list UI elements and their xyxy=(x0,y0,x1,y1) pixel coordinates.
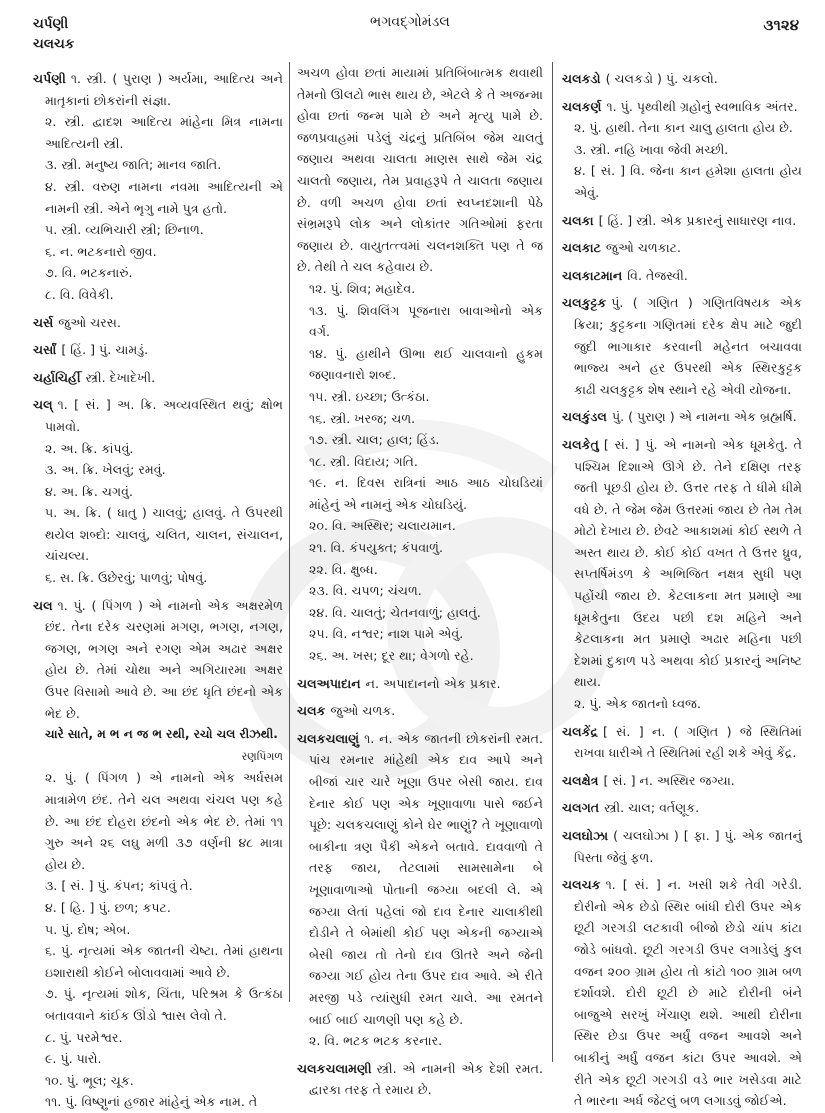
definition-text: પું. ( પુરાણ ) એ નામના એક બ્રહ્મર્ષિ. xyxy=(611,409,797,425)
definition-text: ૧. પું. પૃથ્વીથી ગ્રહોનું સ્વભાવિક અંતર. xyxy=(606,98,798,114)
entry-sense xyxy=(33,284,283,306)
entry-sense xyxy=(297,623,543,645)
dictionary-entry xyxy=(562,265,802,287)
entry-sense xyxy=(562,160,802,203)
entry-sense xyxy=(33,241,283,263)
entry-sense xyxy=(33,919,283,941)
entry-sense xyxy=(33,1091,283,1113)
dictionary-entry xyxy=(562,434,802,693)
entry-sense xyxy=(562,139,802,161)
definition-text: ૧. પું. ( પિંગળ ) એ નામનો એક અક્ષરમેળ છંદ. તેના દરેક ચરણમાં મગણ, ભગણ, નગણ, જગણ, ભગણ અને રગણ એમ અઢાર અક્ષર હોય છે. તેમાં ચોથા અને અગિયારમા અક્ષર ઉપર વિસામો આવે છે. આ છંદ ધૃતિ છંદનો એક ભેદ છે. xyxy=(45,597,283,721)
entry-sense xyxy=(297,645,543,667)
dictionary-entry xyxy=(297,728,543,1030)
definition-text: [ હિં. ] પું. ચામડું. xyxy=(61,342,149,358)
headword: ચલકચલામણી xyxy=(297,1060,372,1076)
definition-text: ૧૪. પું. હાથીને ઊભા થઈ ચાલવાનો હુકમ જણાવનારો શબ્દ. xyxy=(309,345,543,383)
dictionary-entry xyxy=(562,237,802,259)
headword: ચલઘોઝા xyxy=(562,828,609,843)
definition-text: ન. અપાદાનનો એક પ્રકાર. xyxy=(365,675,501,691)
guide-word-last: ચલચક xyxy=(33,36,75,52)
definition-text: ૧૮. સ્ત્રી. વિદાય; ગતિ. xyxy=(309,453,418,469)
dictionary-entry xyxy=(562,96,802,118)
dictionary-column-2 xyxy=(297,62,543,1101)
entry-sense xyxy=(297,343,543,386)
definition-text: ૧૧. પું. વિષ્ણુનાં હજાર માંહેનું એક નામ. તે xyxy=(45,1094,258,1110)
definition-text: ૫. અ. ક્રિ. ( ધાતુ ) ચાલવું; હાલવું. તે ઉપરથી થયેલ શબ્દો: ચાલવું, ચલિત, ચાલન, સંચાલન, ચાંચલ્ય. xyxy=(45,505,283,564)
dictionary-entry xyxy=(562,770,802,792)
dictionary-entry xyxy=(562,210,802,232)
headword: ચલ xyxy=(33,597,53,613)
definition-text: ૧૦. પું. ભૂલ; ચૂક. xyxy=(45,1072,134,1088)
definition-text: ૧. [ સં. ] અ. ક્રિ. અવ્યવસ્થિત થવું; ક્ષોભ પામવો. xyxy=(45,397,283,434)
headword: ચલચક xyxy=(562,877,601,893)
dictionary-entry xyxy=(562,874,802,1112)
entry-sense xyxy=(33,459,283,481)
definition-text: [ સં. ] ન. અસ્થિર જગ્યા. xyxy=(603,772,735,788)
headword: ચલકુટ્ટક xyxy=(562,295,607,311)
entry-sense xyxy=(297,580,543,602)
column-divider xyxy=(552,62,553,1062)
dictionary-entry xyxy=(33,68,283,111)
headword: ચર્હાચિર્હી xyxy=(33,369,81,385)
entry-sense xyxy=(33,1070,283,1092)
headword: ચલકુંડલ xyxy=(562,409,607,425)
definition-text: [ સં. ] પું. એ નામનો એક ધૂમકેતુ. તે પશ્ચિમ દિશાએ ઊગે છે. તેને દક્ષિણ તરફ જતી પૂછડી હોય છે. ઉત્તર તરફ તે ધીમે ધીમે વધે છે. તે જેમ જેમ ઉત્તરમાં જાય છે તેમ તેમ મોટો દેખાય છે. છેવટે આકાશમાં કોઈ સ્થળે તે અસ્ત થાય છે. કોઈ કોઈ વખત તે ઉત્તર ધ્રુવ, સપ્તર્ષિમંડળ કે અભિજિત નક્ષત્ર સુધી પણ પહોંચી જાય છે. કેટલાકના મત પ્રમાણે આ ધૂમકેતુના ઉદય પછી દશ મહિને અને કેટલાકના મત પ્રમાણે અઢાર મહિના પછી દેશમાં દુકાળ પડે અથવા કોઈ પ્રકારનું અનિષ્ટ થાય. xyxy=(574,436,802,690)
definition-text: ૯. પું. પારો. xyxy=(45,1051,102,1067)
entry-sense xyxy=(297,472,543,515)
entry-sense xyxy=(33,176,283,219)
headword: ચલઅપાદાન xyxy=(297,675,361,691)
dictionary-entry xyxy=(297,1058,543,1101)
definition-text: રણપિંગળ xyxy=(241,749,283,763)
headword: ચલગત xyxy=(562,800,600,816)
dictionary-entry xyxy=(33,312,283,334)
definition-text: ૪. [ સં. ] વિ. જેના કાન હમેશા હાલતા હોય એવું. xyxy=(574,163,802,200)
definition-text: ( ચલકડો ) પું. ચકલો. xyxy=(605,71,718,86)
entry-sense xyxy=(297,1030,543,1052)
entry-sense xyxy=(33,983,283,1026)
entry-sense xyxy=(33,502,283,567)
entry-sense xyxy=(33,438,283,460)
headword: ચલકચલાણું xyxy=(297,730,360,746)
page-title: ભગવદ્ગોમંડલ xyxy=(370,14,450,30)
dictionary-entry xyxy=(562,825,802,868)
entry-sense xyxy=(33,154,283,176)
dictionary-entry xyxy=(33,367,283,389)
dictionary-column-3 xyxy=(562,62,802,1112)
guide-word-first: ચર્પણી xyxy=(33,16,69,32)
dictionary-column-1 xyxy=(33,62,283,1113)
definition-text: ૬. પું. નૃત્યમાં એક જાતની ચેષ્ટા. તેમાં હાથના ઇશારાથી કોઈને બોલાવવામાં આવે છે. xyxy=(45,943,283,980)
definition-text: જુઓ ચળક. xyxy=(330,703,396,719)
definition-text: પું. ( ગણિત ) ગણિતવિષયક એક ક્રિયા; કુટ્ટકના ગણિતમાં દરેક ક્ષેપ માટે જુદી જુદી ભાગાકાર કરવાની મહેનત બચાવવા ભાજ્ય અને હર ઉપરથી એક સ્થિરકુટ્ટક કાઢી ચલકુટ્ટક શેષ સ્થાને રહે એવી યોજના. xyxy=(574,295,802,397)
headword: ચલકેંદ્ર xyxy=(562,723,598,739)
dictionary-entry xyxy=(562,292,802,400)
definition-text: ૧૨. પું. શિવ; મહાદેવ. xyxy=(309,280,416,296)
entry-sense xyxy=(33,875,283,897)
entry-sense xyxy=(562,117,802,139)
entry-sense xyxy=(297,559,543,581)
definition-text: સ્ત્રી. દેખાદેખી. xyxy=(85,369,156,385)
quote-source xyxy=(33,746,283,768)
entry-sense xyxy=(297,386,543,408)
definition-text: ૧૩. પું. શિવલિંગ પૂજનારા બાવાઓનો એક વર્ગ. xyxy=(309,302,543,340)
definition-text: ૬. ન. ભટકનારો જીવ. xyxy=(45,243,157,259)
definition-text: ૫. સ્ત્રી. વ્યભિચારી સ્ત્રી; છિનાળ. xyxy=(45,222,204,238)
definition-text: ૨૩. વિ. ચપળ; ચંચળ. xyxy=(309,583,422,599)
dictionary-entry xyxy=(297,700,543,722)
dictionary-entry xyxy=(562,797,802,819)
page-number: ૩૧૨૪ xyxy=(763,16,799,34)
definition-text: ૮. પું. પરમેશ્વર. xyxy=(45,1029,123,1045)
definition-text: ૨. પું. હાથી. તેના કાન ચાલુ હાલતા હોય છે. xyxy=(574,120,793,136)
verse-quote xyxy=(33,724,283,746)
entry-sense xyxy=(33,481,283,503)
headword: ચલક્ષેત્ર xyxy=(562,772,599,788)
dictionary-entry xyxy=(33,595,283,725)
definition-text: ૨૪. વિ. ચાલતું; ચેતનવાળું; હાલતું. xyxy=(309,604,481,620)
entry-sense xyxy=(33,219,283,241)
entry-sense xyxy=(33,1027,283,1049)
definition-text: ૨. સ્ત્રી. દ્વાદશ આદિત્ય માંહેના મિત્ર નામના આદિત્યની સ્ત્રી. xyxy=(45,114,283,151)
definition-text: ૧. સ્ત્રી. ( પુરાણ ) અર્યમા, આદિત્ય અને માતૃકાનાં છોકરાંની સંજ્ઞા. xyxy=(45,71,283,108)
headword: ચલકાટ xyxy=(562,240,601,256)
entry-sense xyxy=(33,897,283,919)
definition-text: ૨૬. અ. ખસ; દૂર થા; વેગળો રહે. xyxy=(309,648,474,664)
headword: ચર્સાં xyxy=(33,342,57,358)
definition-text: ૩. સ્ત્રી. નહિ ખાવા જેવી મચ્છી. xyxy=(574,141,729,157)
definition-text: ૩. અ. ક્રિ. ખેલવું; રમવું. xyxy=(45,462,166,478)
entry-sense xyxy=(297,451,543,473)
definition-text: ૨૫. વિ. નશ્વર; નાશ પામે એવું. xyxy=(309,626,464,642)
entry-sense xyxy=(33,262,283,284)
headword: ચલકડો xyxy=(562,71,601,86)
definition-text: વિ. તેજસ્વી. xyxy=(627,267,688,283)
headword: ચલકર્ણ xyxy=(562,98,602,114)
definition-text: ૪. સ્ત્રી. વરુણ નામના નવમા આદિત્યની એ નામની સ્ત્રી. એને ભૃગુ નામે પુત્ર હતો. xyxy=(45,178,283,216)
headword: ચલક xyxy=(297,703,326,719)
headword: ચર્સ xyxy=(33,314,54,330)
definition-text: ૨. પું. ( પિંગળ ) એ નામનો એક અર્ધસમ માત્રામેળ છંદ. તેને ચલ અથવા ચંચલ પણ કહે છે. આ છંદ દોહરા છંદનો એક ભેદ છે. તેમાં ૧૧ ગુરુ અને ૨૬ લઘુ મળી ૩૭ વર્ણની ૪૮ માત્રા હોય છે. xyxy=(45,770,283,872)
definition-text: ૨૨. વિ. ક્ષુબ્ધ. xyxy=(309,561,378,577)
definition-text: ૫. પું. દોષ; એબ. xyxy=(45,921,131,937)
definition-text: ૨. અ. ક્રિ. કાંપવું. xyxy=(45,440,134,456)
definition-text: ૬. સ. ક્રિ. ઉછેરવું; પાળવું; પોષવું. xyxy=(45,570,208,586)
definition-text: ૧૭. સ્ત્રી. ચાલ; હાલ; હિંડ. xyxy=(309,432,440,448)
definition-text: સ્ત્રી. ચાલ; વર્તણૂક. xyxy=(604,800,700,816)
entry-sense xyxy=(33,940,283,983)
definition-text: ૨. પું. એક જાતનો ધ્વજ. xyxy=(574,696,701,712)
definition-text: ૧. [ સં. ] ન. ખસી શકે તેવી ગરેડી. દોરીનો એક છેડો સ્થિર બાંધી દોરી ઉપર એક છૂટી ગરગડી લટકાવી બીજો છેડો ચાંપ કાંટા જોડે બાંધવો. છૂટી ગરગડી ઉપર લગાડેલું કુલ વજન ૨૦૦ ગ્રામ હોય તો કાંટો ૧૦૦ ગ્રામ બળ દર્શાવશે. દોરી છૂટી છે માટે દોરીની બંને બાજુએ સરખું ખેંચાણ થશે. આથી દોરીના સ્થિર છેડા ઉપર અર્ધું વજન આવશે અને બાકીનું અર્ધું વજન કાંટા ઉપર આવશે. એ રીતે એક છૂટી ગરગડી વડે ભાર ખસેડવા માટે તે ભારના અર્ધ જેટલું બળ લગાડવું જોઈએ. xyxy=(574,877,802,1109)
definition-text: ૧. ન. એક જાતની છોકરાંની રમત. પાંચ રમનાર માંહેથી એક દાવ આપે અને બીજાં ચાર ચારે ખૂણા ઉપર બેસી જાય. દાવ દેનાર કોઈ પણ એક ખૂણાવાળા પાસે જઈને પૂછે: ચલકચલાણું કોને ઘેર ભાણું? તે ખૂણાવાળો બાકીના ત્રણ પૈકી એકને બતાવે. દાવવાળો તે તરફ જાય, તેટલામાં સામસામેના બે ખૂણાવાળાઓ પોતાની જગ્યા બદલી લે. એ જગ્યા લેતાં પહેલાં જો દાવ દેનાર ચાલાકીથી દોડીને તે બેમાંથી કોઈ પણ એકની જગ્યાએ બેસી જાય તો તેનો દાવ ઊતરે અને જેની જગ્યા ગઈ હોય તેના ઉપર દાવ આવે. એ રીતે મરજી પડે ત્યાંસુધી રમત ચાલે. આ રમતને બાઈ બાઈ ચાળણી પણ કહે છે. xyxy=(309,730,543,1027)
definition-text: ૨. વિ. ભટક ભટક કરનાર. xyxy=(309,1033,443,1049)
definition-text: ૧૯. ન. દિવસ રાત્રિનાં આઠ આઠ ચોઘડિયાં માંહેનું એ નામનું એક ચોઘડિયું. xyxy=(309,475,543,512)
definition-text: ૨૦. વિ. અસ્થિર; ચલાયમાન. xyxy=(309,518,456,534)
entry-sense xyxy=(33,567,283,589)
column-divider xyxy=(289,62,290,1002)
dictionary-entry xyxy=(562,721,802,764)
headword: ચલકાટમાન xyxy=(562,267,623,283)
headword: ચલકેતુ xyxy=(562,436,599,452)
entry-sense xyxy=(297,515,543,537)
dictionary-entry xyxy=(562,68,802,90)
entry-sense xyxy=(297,408,543,430)
entry-sense xyxy=(297,278,543,300)
definition-text: અચળ હોવા છતાં માયામાં પ્રતિબિંબાત્મક થવાથી તેમનો ઊલટો ભાસ થાય છે, એટલે કે તે અજન્મા હોવા છતાં જન્મ પામે છે અને મૃત્યુ પામે છે. જળપ્રવાહમાં પડેલું ચંદ્રનું પ્રતિબિંબ જેમ ચાલતું જણાય અથવા ચાલતા માણસ સાથે જેમ ચંદ્ર ચાલતો જણાય, તેમ પ્રવાહરૂપે તે ચાલતા જણાય છે. વળી અચળ હોવા છતાં સ્વપ્નદશાની પેઠે સંભ્રમરૂપે લોક અને લોકાંતર ગતિઓમાં ફરતા જણાય છે. વાયુતત્ત્વમાં ચલનશક્તિ પણ તે જ છે. તેથી તે ચલ કહેવાય છે. xyxy=(297,65,543,275)
definition-text: ૭. વિ. ભટકનારું. xyxy=(45,265,133,281)
definition-text: ૩. [ સં. ] પું. કંપન; કાંપવું તે. xyxy=(45,878,193,894)
dictionary-entry xyxy=(562,406,802,428)
definition-text: ૩. સ્ત્રી. મનુષ્ય જાતિ; માનવ જાતિ. xyxy=(45,157,222,173)
guide-words xyxy=(33,14,74,54)
definition-text: ૧૫. સ્ત્રી. ઇચ્છા; ઉત્કંઠા. xyxy=(309,388,430,404)
dictionary-entry xyxy=(33,394,283,437)
definition-text: ૭. પું. નૃત્યમાં શોક, ચિંતા, પરિશ્રમ કે ઉત્કંઠા બતાવવાને કાંઈક ઊંડો શ્વાસ લેવો તે. xyxy=(45,986,283,1023)
definition-text: ૨૧. વિ. કંપયુક્ત; કંપવાળું. xyxy=(309,540,443,556)
headword: ચલ્ xyxy=(33,397,53,413)
headword: ચર્પણી xyxy=(33,71,66,86)
definition-text: ૪. અ. ક્રિ. ચગવું. xyxy=(45,483,133,499)
entry-sense xyxy=(297,602,543,624)
headword: ચલકા xyxy=(562,212,594,228)
definition-text: જુઓ ચરસ. xyxy=(58,314,122,330)
entry-sense xyxy=(297,429,543,451)
definition-text: ૮. વિ. વિવેકી. xyxy=(45,286,114,302)
entry-sense xyxy=(33,767,283,875)
definition-text: સ્ત્રી. એ નામની એક દેશી રમત. દ્વારકા તરફ તે રમાય છે. xyxy=(309,1060,543,1098)
definition-text: [ હિં. ] સ્ત્રી. એક પ્રકારનું સાધારણ નાવ. xyxy=(598,212,797,228)
definition-text: જુઓ ચળકાટ. xyxy=(605,240,682,256)
dictionary-entry xyxy=(33,339,283,361)
definition-text: ૪. [ હિ. ] પું. છળ; કપટ. xyxy=(45,899,171,915)
definition-text: ચારે સાતે, મ ભ ન જ ભ રથી, રચો ચલ રીઝથી. xyxy=(45,727,278,742)
dictionary-entry xyxy=(297,673,543,695)
entry-sense xyxy=(297,62,543,278)
definition-text: [ સં. ] ન. ( ગણિત ) જે સ્થિતિમાં રાખવા ધારીએ તે સ્થિતિમાં રહી શકે એવું કેંદ્ર. xyxy=(574,723,802,761)
entry-sense xyxy=(33,111,283,154)
definition-text: ૧૬. સ્ત્રી. ખરજ; ચળ. xyxy=(309,410,416,426)
entry-sense xyxy=(297,300,543,343)
definition-text: ( ચલઘોઝા ) [ ફા. ] પું. એક જાતનું પિસ્તા જેવું ફળ. xyxy=(574,828,802,865)
entry-sense xyxy=(297,537,543,559)
entry-sense xyxy=(33,1048,283,1070)
entry-sense xyxy=(562,693,802,715)
